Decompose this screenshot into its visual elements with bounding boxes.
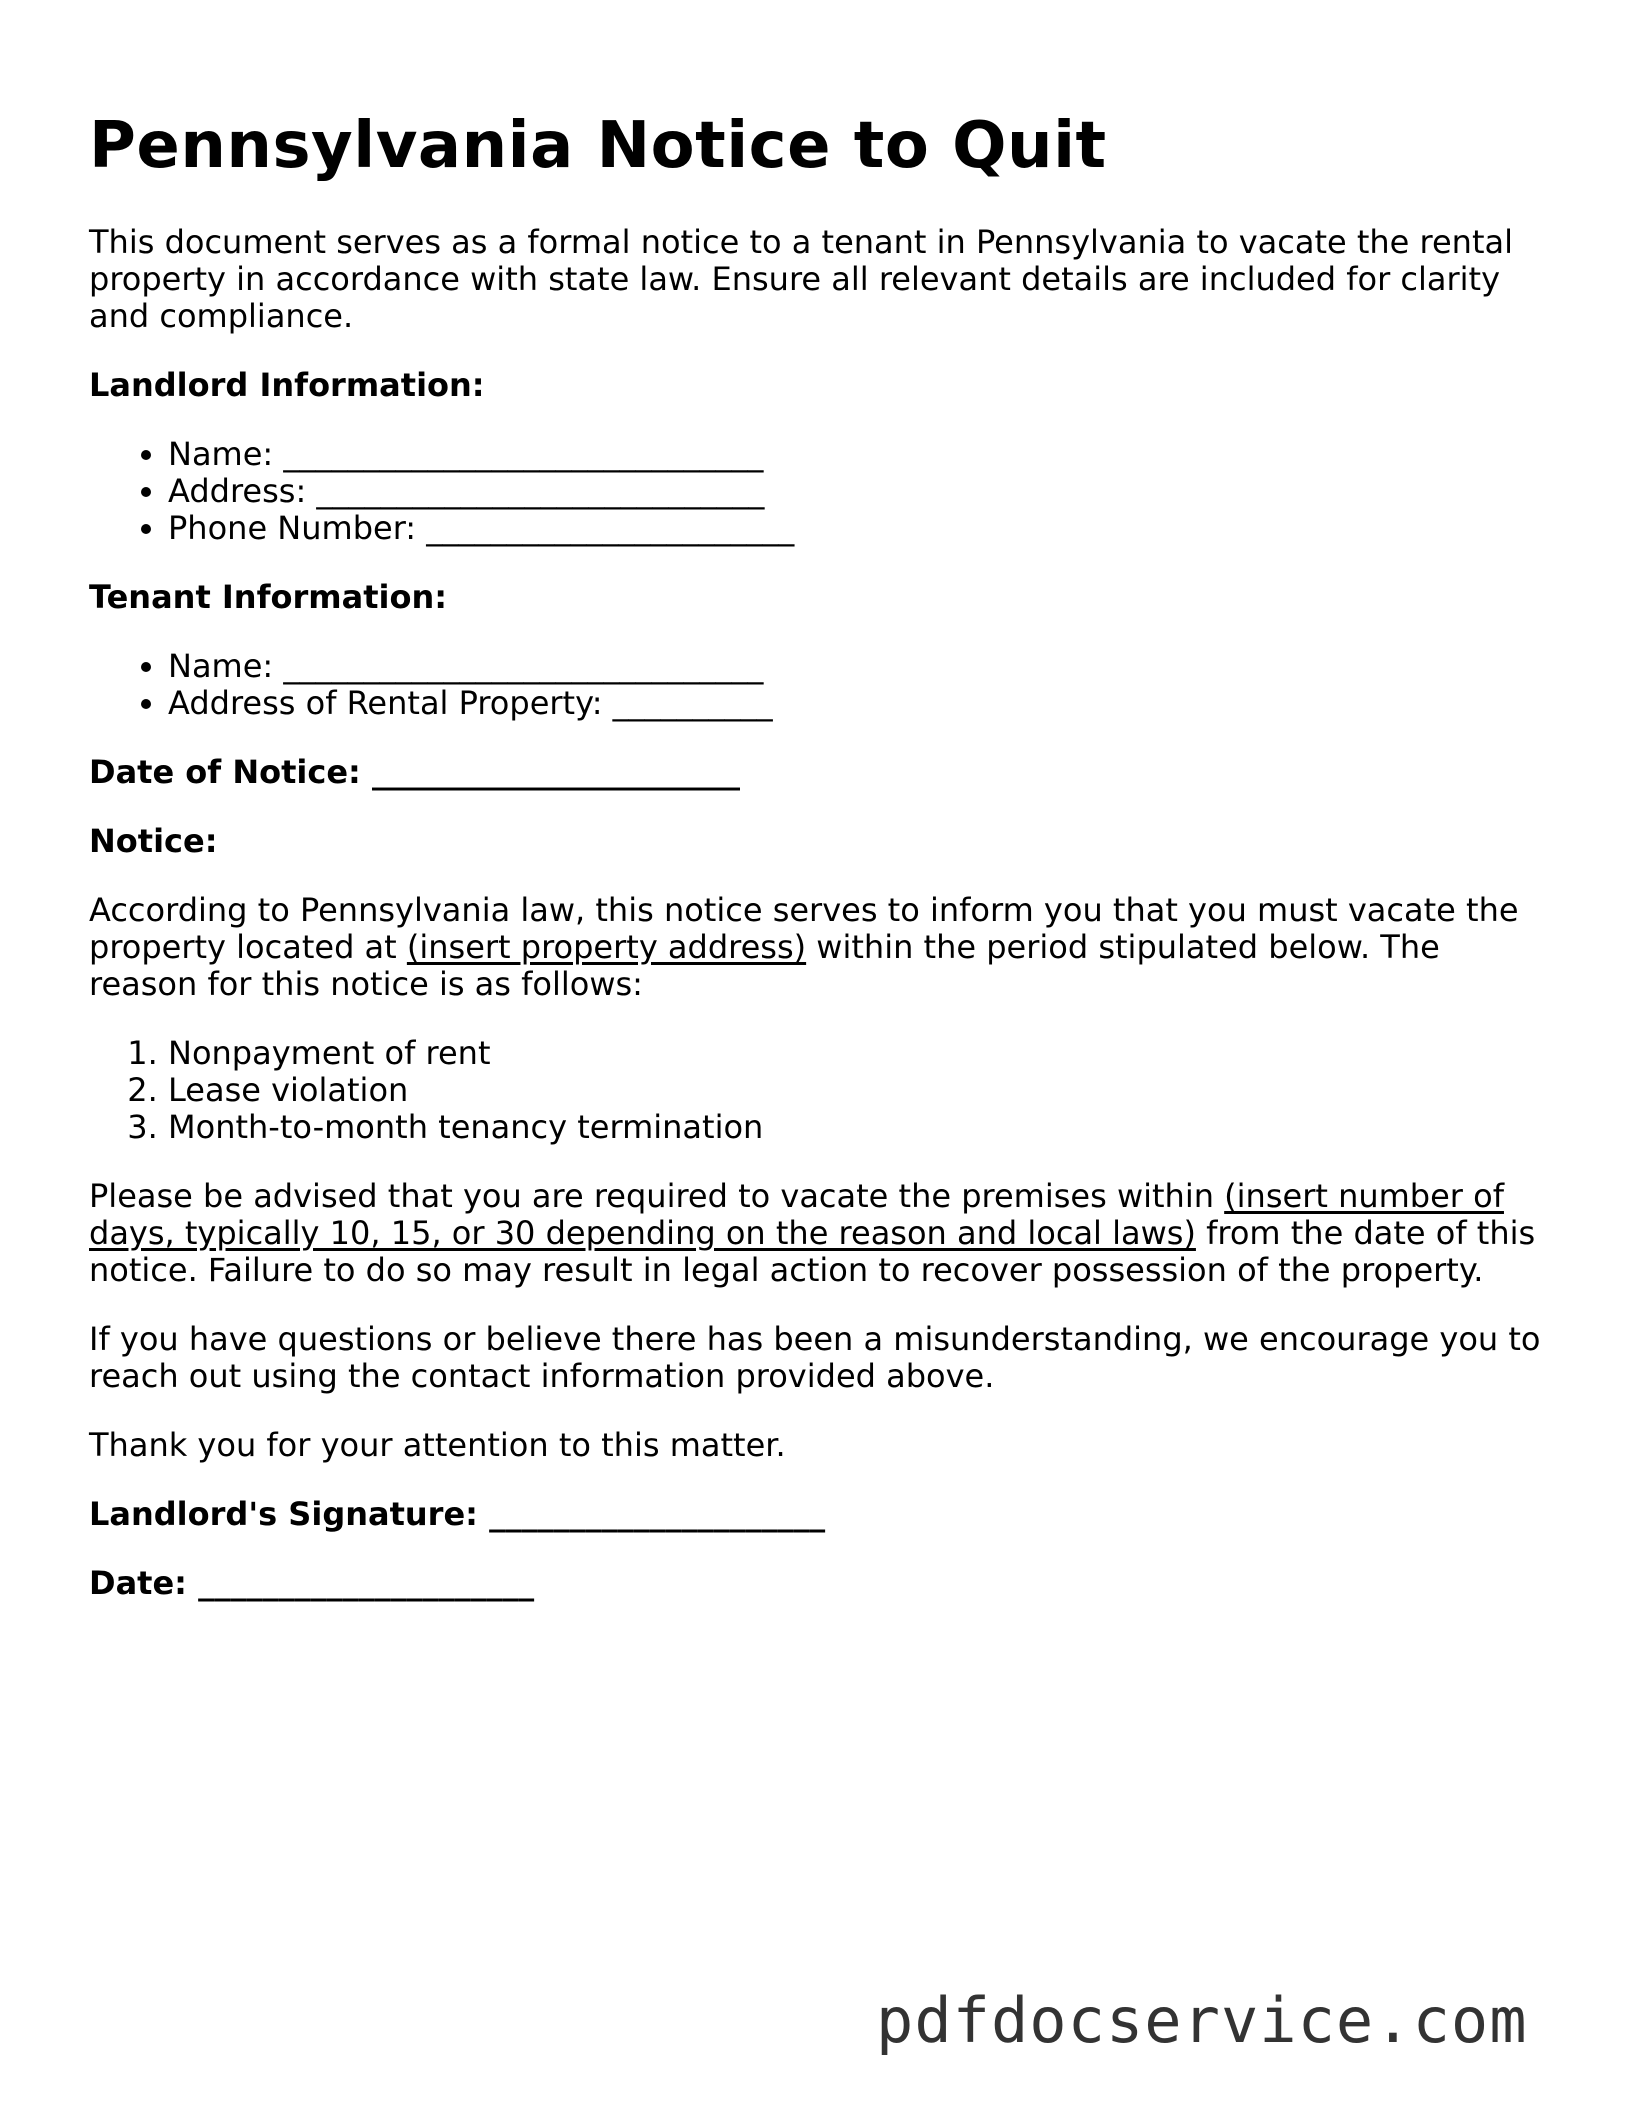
reasons-list — [89, 1035, 1549, 1146]
date-of-notice-field: Date of Notice: _______________________ — [89, 753, 740, 791]
property-address-placeholder: (insert property address) — [406, 928, 807, 966]
tenant-heading: Tenant Information: — [89, 578, 448, 616]
document-title: Pennsylvania Notice to Quit — [89, 109, 1107, 183]
reason-item: 3. Month-to-month tenancy termination — [168, 1109, 1549, 1146]
notice-paragraph-3: If you have questions or believe there has been a misunderstanding, we encourage you to reach out using the contact information provided above. — [89, 1320, 1541, 1395]
reason-item: 2. Lease violation — [168, 1072, 1549, 1109]
intro-paragraph: This document serves as a formal notice to a tenant in Pennsylvania to vacate the rental property in accordance with state law. Ensure all relevant details are included for clarity and compliance. — [89, 223, 1513, 335]
tenant-name-field: • Name: ______________________________ — [168, 648, 1549, 685]
landlord-signature-field: Landlord's Signature: _____________________ — [89, 1495, 826, 1533]
landlord-phone-field: • Phone Number: _______________________ — [168, 510, 1549, 547]
notice-paragraph-1-start: According to Pennsylvania law, this notice serves to inform you that you must vacate the property located at — [89, 891, 1519, 966]
notice-paragraph-1 — [89, 892, 1549, 1003]
tenant-address-field: • Address of Rental Property: __________ — [168, 685, 1549, 722]
notice-paragraph-1-end: within the period stipulated below. The reason for this notice is as follows: — [89, 928, 1440, 1003]
document-page — [89, 108, 1549, 1634]
landlord-heading: Landlord Information: — [89, 366, 485, 404]
notice-heading: Notice: — [89, 822, 218, 860]
landlord-address-field: • Address: ____________________________ — [168, 473, 1549, 510]
reason-item: 1. Nonpayment of rent — [168, 1035, 1549, 1072]
landlord-fields-list — [89, 436, 1549, 547]
notice-paragraph-2-end: from the date of this notice. Failure to do so may result in legal action to recover possession of the property. — [89, 1214, 1536, 1289]
landlord-name-field: • Name: ______________________________ — [168, 436, 1549, 473]
notice-paragraph-2-start: Please be advised that you are required to vacate the premises within — [89, 1177, 1225, 1215]
days-placeholder: (insert number of days, typically 10, 15, or 30 depending on the reason and local laws) — [89, 1177, 1504, 1252]
signature-date-field: Date: _____________________ — [89, 1564, 535, 1602]
watermark-text: pdfdocservice.com — [876, 1984, 1528, 2057]
tenant-fields-list — [89, 648, 1549, 722]
notice-paragraph-4: Thank you for your attention to this matter. — [89, 1426, 786, 1464]
notice-paragraph-2 — [89, 1178, 1549, 1289]
